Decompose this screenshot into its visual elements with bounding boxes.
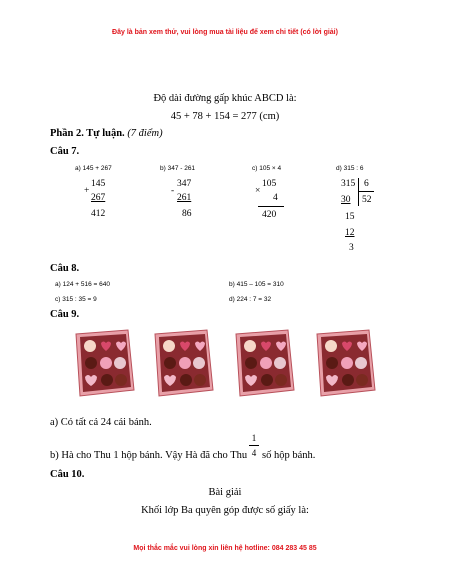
- footer-banner: Mọi thắc mắc vui lòng xin liên hệ hotline: 084 283 45 85: [133, 545, 317, 552]
- intro-line-1: Độ dài đường gấp khúc ABCD là:: [153, 93, 297, 104]
- q7-c-top: 105: [262, 179, 277, 189]
- q9-answer-b-pre: b) Hà cho Thu 1 hộp bánh. Vậy Hà đã cho Thu: [50, 450, 248, 461]
- q7-c-label: c) 105 × 4: [252, 165, 282, 172]
- q7-a-op: +: [84, 186, 90, 196]
- part2-title: Phần 2. Tự luận.: [50, 128, 125, 139]
- q7-a-label: a) 145 + 267: [75, 165, 112, 172]
- q7-b-label: b) 347 - 261: [160, 165, 196, 172]
- q7-d-step3: 12: [345, 228, 355, 238]
- q7-title: Câu 7.: [50, 146, 80, 157]
- q7-d-dividend: 315: [341, 179, 356, 189]
- fraction-numerator: 1: [251, 433, 257, 443]
- q10-title: Câu 10.: [50, 469, 85, 480]
- q8-a: a) 124 + 516 = 640: [55, 281, 110, 288]
- q7-d-quotient: 52: [362, 195, 372, 205]
- intro-line-2: 45 + 78 + 154 = 277 (cm): [170, 111, 280, 122]
- chocolate-box-image: [232, 326, 296, 398]
- q7-c-bottom: 4: [273, 193, 278, 203]
- q7-a-result: 412: [91, 209, 106, 219]
- q7-d-divisor: 6: [364, 179, 369, 189]
- q7-d-divider-line: [358, 191, 374, 192]
- fraction-denominator: 4: [251, 448, 257, 458]
- q9-fraction: [249, 433, 259, 458]
- q9-answer-b-post: số hộp bánh.: [262, 450, 316, 461]
- part2-heading: [50, 128, 163, 139]
- q7-d-step1: 30: [341, 195, 351, 205]
- q7-b-op: -: [171, 186, 175, 196]
- q7-d-step2: 15: [345, 212, 355, 222]
- q8-title: Câu 8.: [50, 263, 80, 274]
- q8-c: c) 315 : 35 = 9: [55, 296, 97, 303]
- q7-c-result: 420: [262, 210, 277, 220]
- q7-d-label: d) 315 : 6: [336, 165, 364, 172]
- q8-b: b) 415 – 105 = 310: [229, 281, 284, 288]
- part2-points: (7 điểm): [127, 128, 163, 139]
- q7-c-line: [258, 206, 284, 207]
- q7-d-remainder: 3: [349, 243, 354, 253]
- q9-title: Câu 9.: [50, 309, 80, 320]
- q7-c-op: ×: [255, 186, 261, 196]
- q7-a-bottom: 267: [91, 193, 106, 203]
- q7-b-bottom: 261: [177, 193, 192, 203]
- chocolate-box-image: [313, 326, 377, 398]
- header-banner: Đây là bản xem thử, vui lòng mua tài liệu để xem chi tiết (có lời giải): [112, 29, 338, 36]
- chocolate-box-image: [72, 326, 136, 398]
- fraction-bar: [249, 445, 259, 446]
- q8-d: d) 224 : 7 = 32: [229, 296, 272, 303]
- q10-solution-label: Bài giải: [208, 487, 242, 498]
- q7-d-vbar: [358, 178, 359, 206]
- q7-a-top: 145: [91, 179, 106, 189]
- q7-b-result: 86: [182, 209, 192, 219]
- q7-b-top: 347: [177, 179, 192, 189]
- q10-line-1: Khối lớp Ba quyên góp được số giấy là:: [141, 505, 309, 516]
- q9-answer-a: a) Có tất cả 24 cái bánh.: [50, 417, 152, 428]
- chocolate-box-image: [151, 326, 215, 398]
